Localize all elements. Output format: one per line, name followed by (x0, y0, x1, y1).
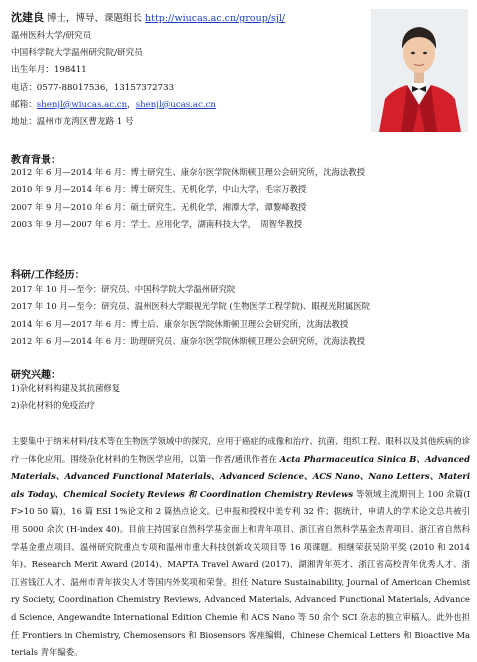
education-item: 2003 年 9 月—2007 年 6 月：学士、应用化学，湖南科技大学， 周智华教授 (11, 218, 303, 229)
homepage-link[interactable]: http://wiucas.ac.cn/group/sjl/ (145, 13, 286, 24)
summary-paragraph (11, 433, 470, 662)
phone-number: 电话：0577-88017536，13157372733 (11, 82, 175, 93)
address: 地址：温州市龙湾区曹龙路 1 号 (11, 117, 134, 128)
summary-part-1: 主要集中于纳米材料/技术等在生物医学领域中的探究，应用于癌症的成像和治疗、抗菌、组织工程、眼科以及其他疾病的诊疗一体化应用。围绕杂化材料的生物医学应用，以第一作者/通讯作者在 (11, 436, 470, 464)
email-line (11, 97, 371, 114)
research-list (11, 380, 471, 415)
birth-date: 出生年月：198411 (11, 65, 87, 76)
work-item: 2017 年 10 月—至今：研究员、中国科学院大学温州研究院 (11, 284, 236, 294)
portrait-photo (371, 9, 468, 132)
email-link-2[interactable]: shenjl@ucas.ac.cn (135, 99, 216, 110)
summary-part-2: 等领域主流期刊上 100 余篇(IF>10 50 篇)，16 篇 ESI 1%论文和 2 篇热点论文。已申报和授权中美专利 32 件；据统计，申请人的学术论文总共被引用 5000 余次 (H-index 40)。目前主持国家自然科学基金面上和青年项目、浙江省自然科学基金杰青项目、浙江省自然科学基金重点项目、温州研究院重点专项和温州市重大科技创新攻关项目等 16 项课题。相继荣获吴阶平奖 (2010 和 2014 年)、Research Merit Award (2014)、MAPTA Travel Award (2017)、湖湘青年英才、浙江省高校青年优秀人才、浙江省钱江人才、温州市青年拔尖人才等国内外奖项和荣誉。担任 Nature Sustainability, Journal of American Chemistry Society, Coordination Chemistry Reviews, Advanced Materials, Advanced Functional Materials, Advanced Science, Angewandte International Edition Chemie 和 ACS Nano 等 50 余个 SCI 杂志的独立审稿人。此外也担任 Frontiers in Chemistry, Chemosensors 和 Biosensors 客座编辑，Chinese Chemical Letters 和 Bioactive Materials 青年编委。 (11, 488, 471, 658)
education-item: 2007 年 9 月—2010 年 6 月：硕士研究生、无机化学，湘潭大学，谭黎峰教授 (11, 201, 307, 212)
name-line (11, 9, 371, 28)
journal-list: Acta Pharmaceutica Sinica B、Advanced Materials、Advanced Functional Materials、Advanced Science、ACS Nano、Nano Letters、Materials Today、Chemical Society Reviews 和 Coordination Chemistry Reviews (11, 453, 470, 499)
education-heading: 教育背景： (11, 155, 61, 166)
work-item: 2014 年 6 月—2017 年 6 月：博士后、康奈尔医学院休斯顿卫理公会研究所，沈海法教授 (11, 318, 349, 329)
email-separator: ， (127, 99, 136, 110)
email-link-1[interactable]: shenjl@wiucas.ac.cn (36, 99, 128, 110)
education-item: 2012 年 6 月—2014 年 6 月：博士研究生、康奈尔医学院休斯顿卫理公会研究所，沈海法教授 (11, 167, 366, 177)
person-name: 沈建良 (11, 11, 44, 24)
research-item: 1)杂化材料构建及其抗菌修复 (11, 383, 121, 393)
research-heading: 研究兴趣： (11, 370, 61, 381)
profile-header (11, 9, 371, 131)
person-titles: 博士，博导、课题组长 (44, 13, 146, 24)
work-heading: 科研/工作经历： (11, 270, 85, 281)
education-item: 2010 年 9 月—2014 年 6 月：博士研究生、无机化学，中山大学，毛宗万教授 (11, 184, 307, 195)
research-item: 2)杂化材料的免疫治疗 (11, 400, 95, 411)
work-item: 2017 年 10 月—至今：研究员、温州医科大学眼视光学院 (生物医学工程学院)、眼视光附属医院 (11, 301, 371, 312)
email-label: 邮箱： (11, 99, 37, 110)
affiliation-1: 温州医科大学/研究员 (11, 31, 92, 41)
portrait-illustration (371, 9, 468, 132)
affiliation-2: 中国科学院大学温州研究院/研究员 (11, 48, 143, 59)
work-list (11, 281, 471, 350)
education-list (11, 164, 471, 233)
work-item: 2012 年 6 月—2014 年 6 月：助理研究员、康奈尔医学院休斯顿卫理公会研究所，沈海法教授 (11, 335, 366, 346)
